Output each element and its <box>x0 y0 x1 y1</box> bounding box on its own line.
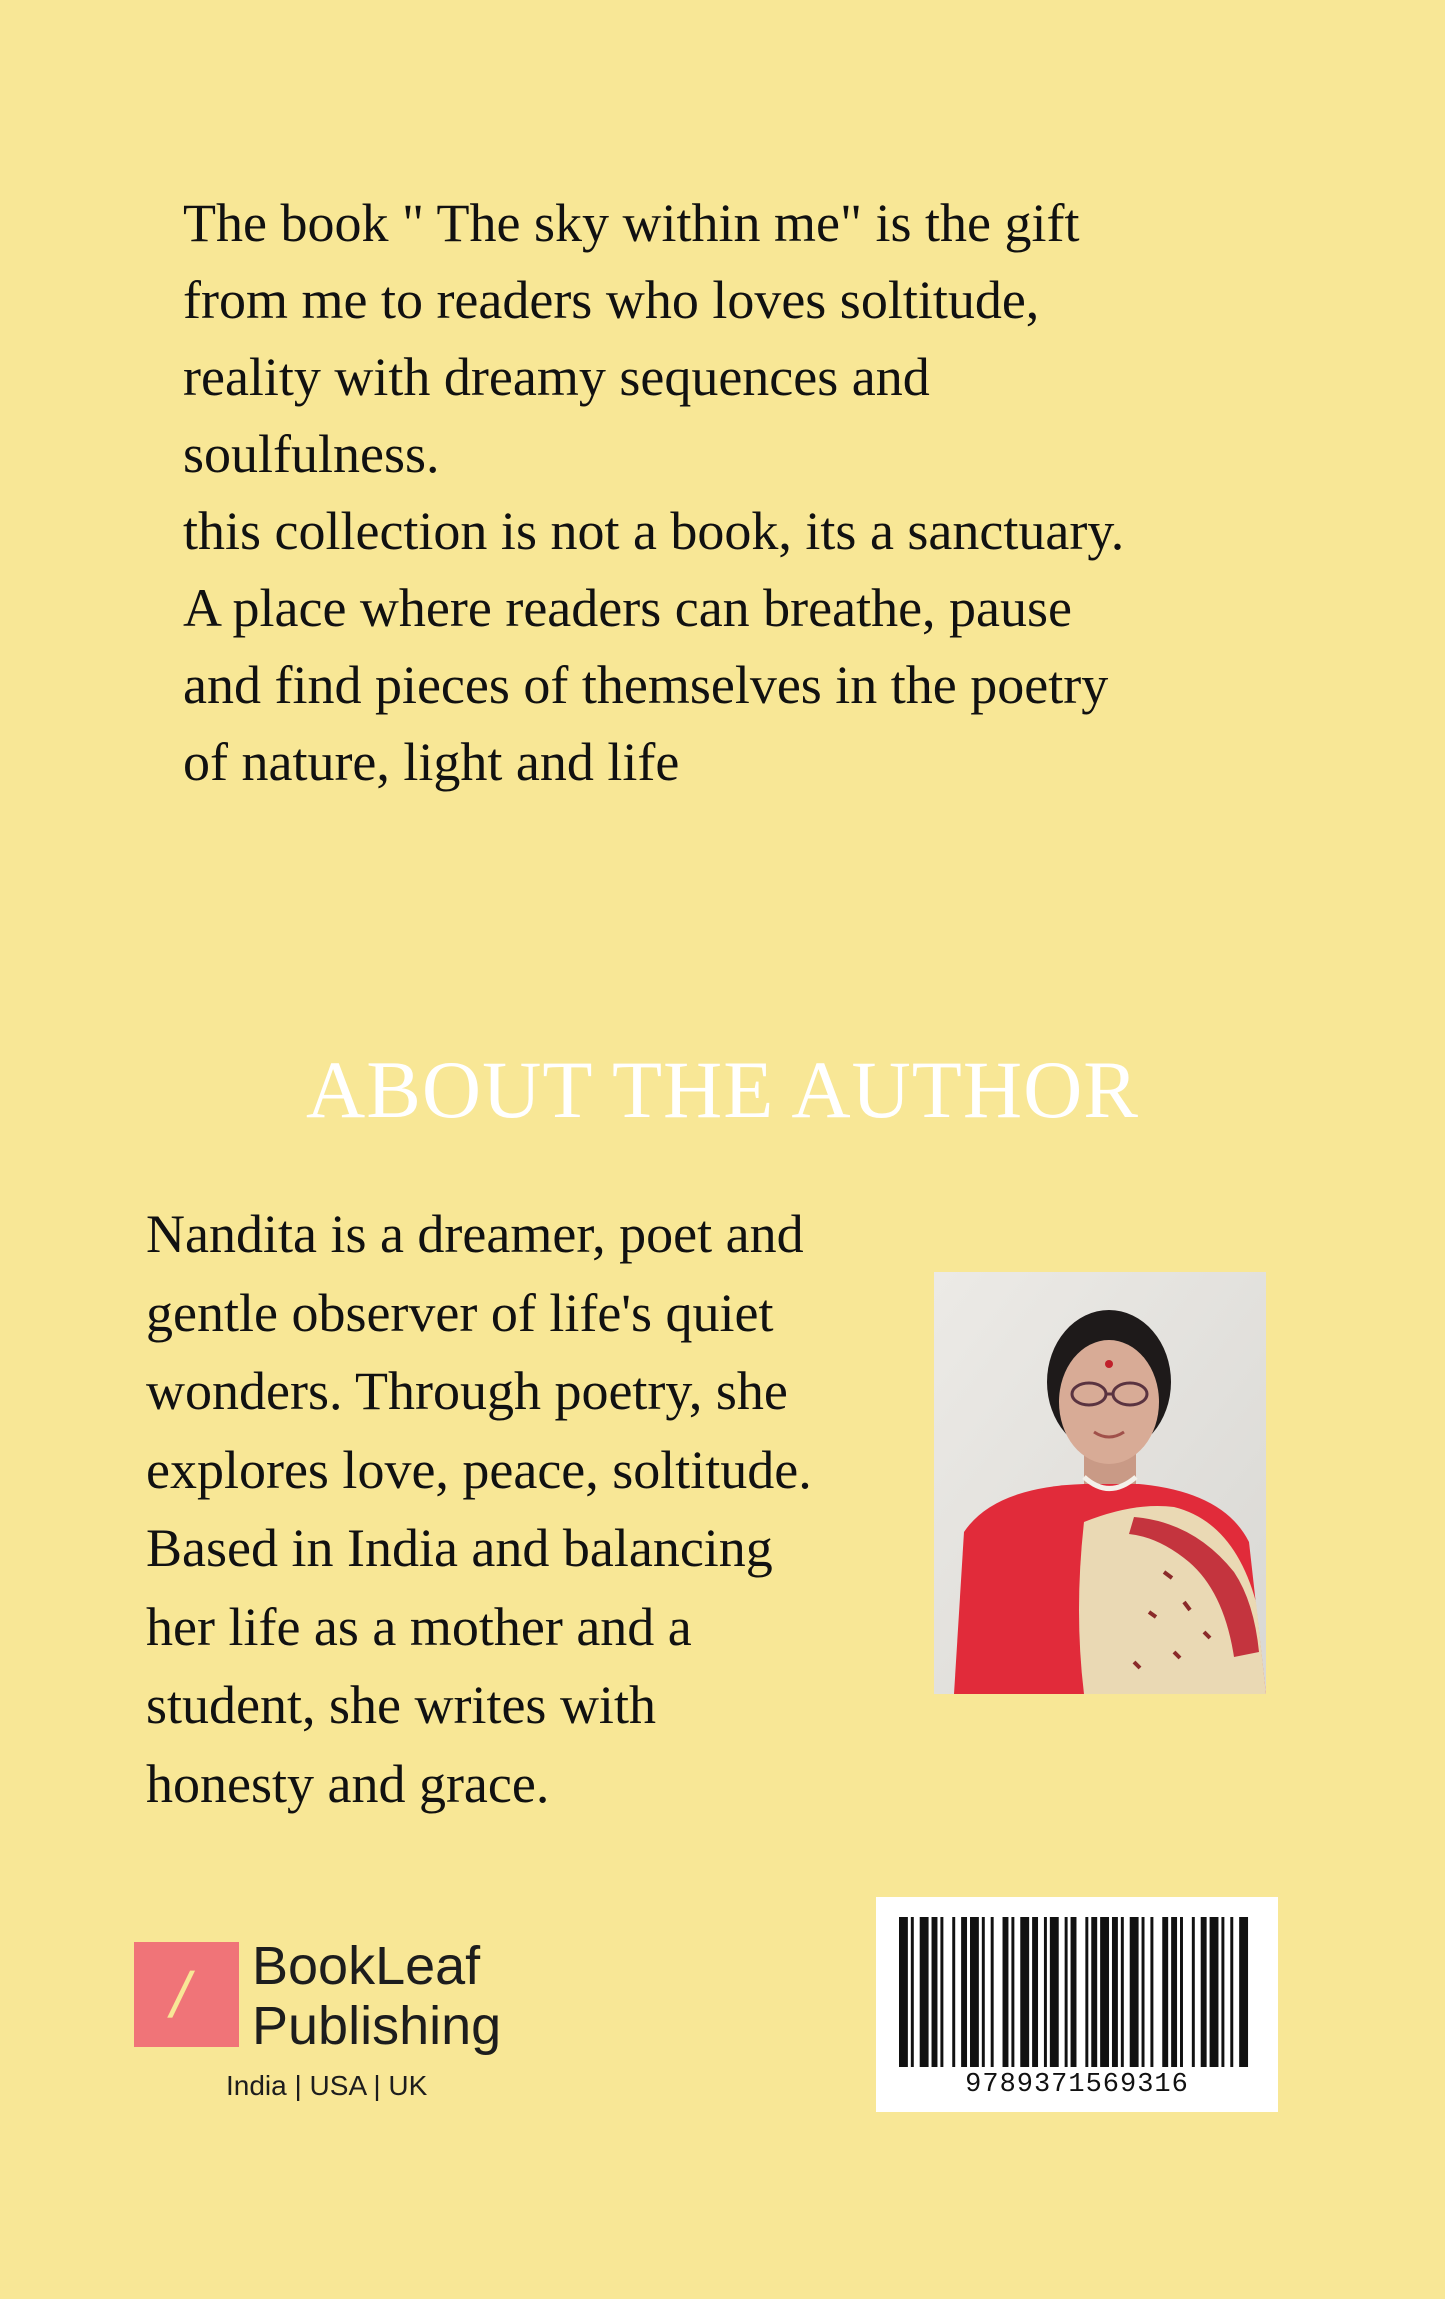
publisher-regions: India | USA | UK <box>226 2070 428 2101</box>
blurb-line: A place where readers can breathe, pause <box>183 578 1072 638</box>
isbn-number: 9789371569316 <box>965 2070 1189 2100</box>
back-cover-blurb <box>183 185 1273 801</box>
bio-line: Based in India and balancing <box>146 1518 773 1578</box>
blurb-line: of nature, light and life <box>183 732 680 792</box>
isbn-barcode <box>876 1897 1278 2112</box>
blurb-line: this collection is not a book, its a sanctuary. <box>183 501 1125 561</box>
bio-line: explores love, peace, soltitude. <box>146 1439 812 1500</box>
bio-line: wonders. Through poetry, she <box>146 1361 788 1421</box>
blurb-line: reality with dreamy sequences and <box>183 347 930 407</box>
bio-line: honesty and grace. <box>146 1753 550 1814</box>
publisher-name <box>252 1936 552 2056</box>
bio-line: Nandita is a dreamer, poet and <box>146 1204 804 1264</box>
author-bio <box>146 1195 946 1823</box>
bio-line: student, she writes with <box>146 1675 656 1735</box>
blurb-line: and find pieces of themselves in the poetry <box>183 655 1109 715</box>
author-photo <box>934 1272 1266 1694</box>
logo-slash-glyph: / <box>164 1959 198 2031</box>
blurb-line: from me to readers who loves soltitude, <box>183 270 1040 330</box>
blurb-line: soulfulness. <box>183 424 440 484</box>
about-the-author-heading: ABOUT THE AUTHOR <box>306 1044 1139 1135</box>
publisher-name-line2: Publishing <box>252 1996 502 2056</box>
bio-line: her life as a mother and a <box>146 1596 692 1657</box>
bio-line: gentle observer of life's quiet <box>146 1282 774 1343</box>
blurb-line: The book " The sky within me" is the gift <box>183 193 1080 253</box>
barcode-bars <box>899 1917 1251 2067</box>
publisher-name-line1: BookLeaf <box>252 1936 481 1996</box>
publisher-logo-mark <box>134 1942 239 2047</box>
